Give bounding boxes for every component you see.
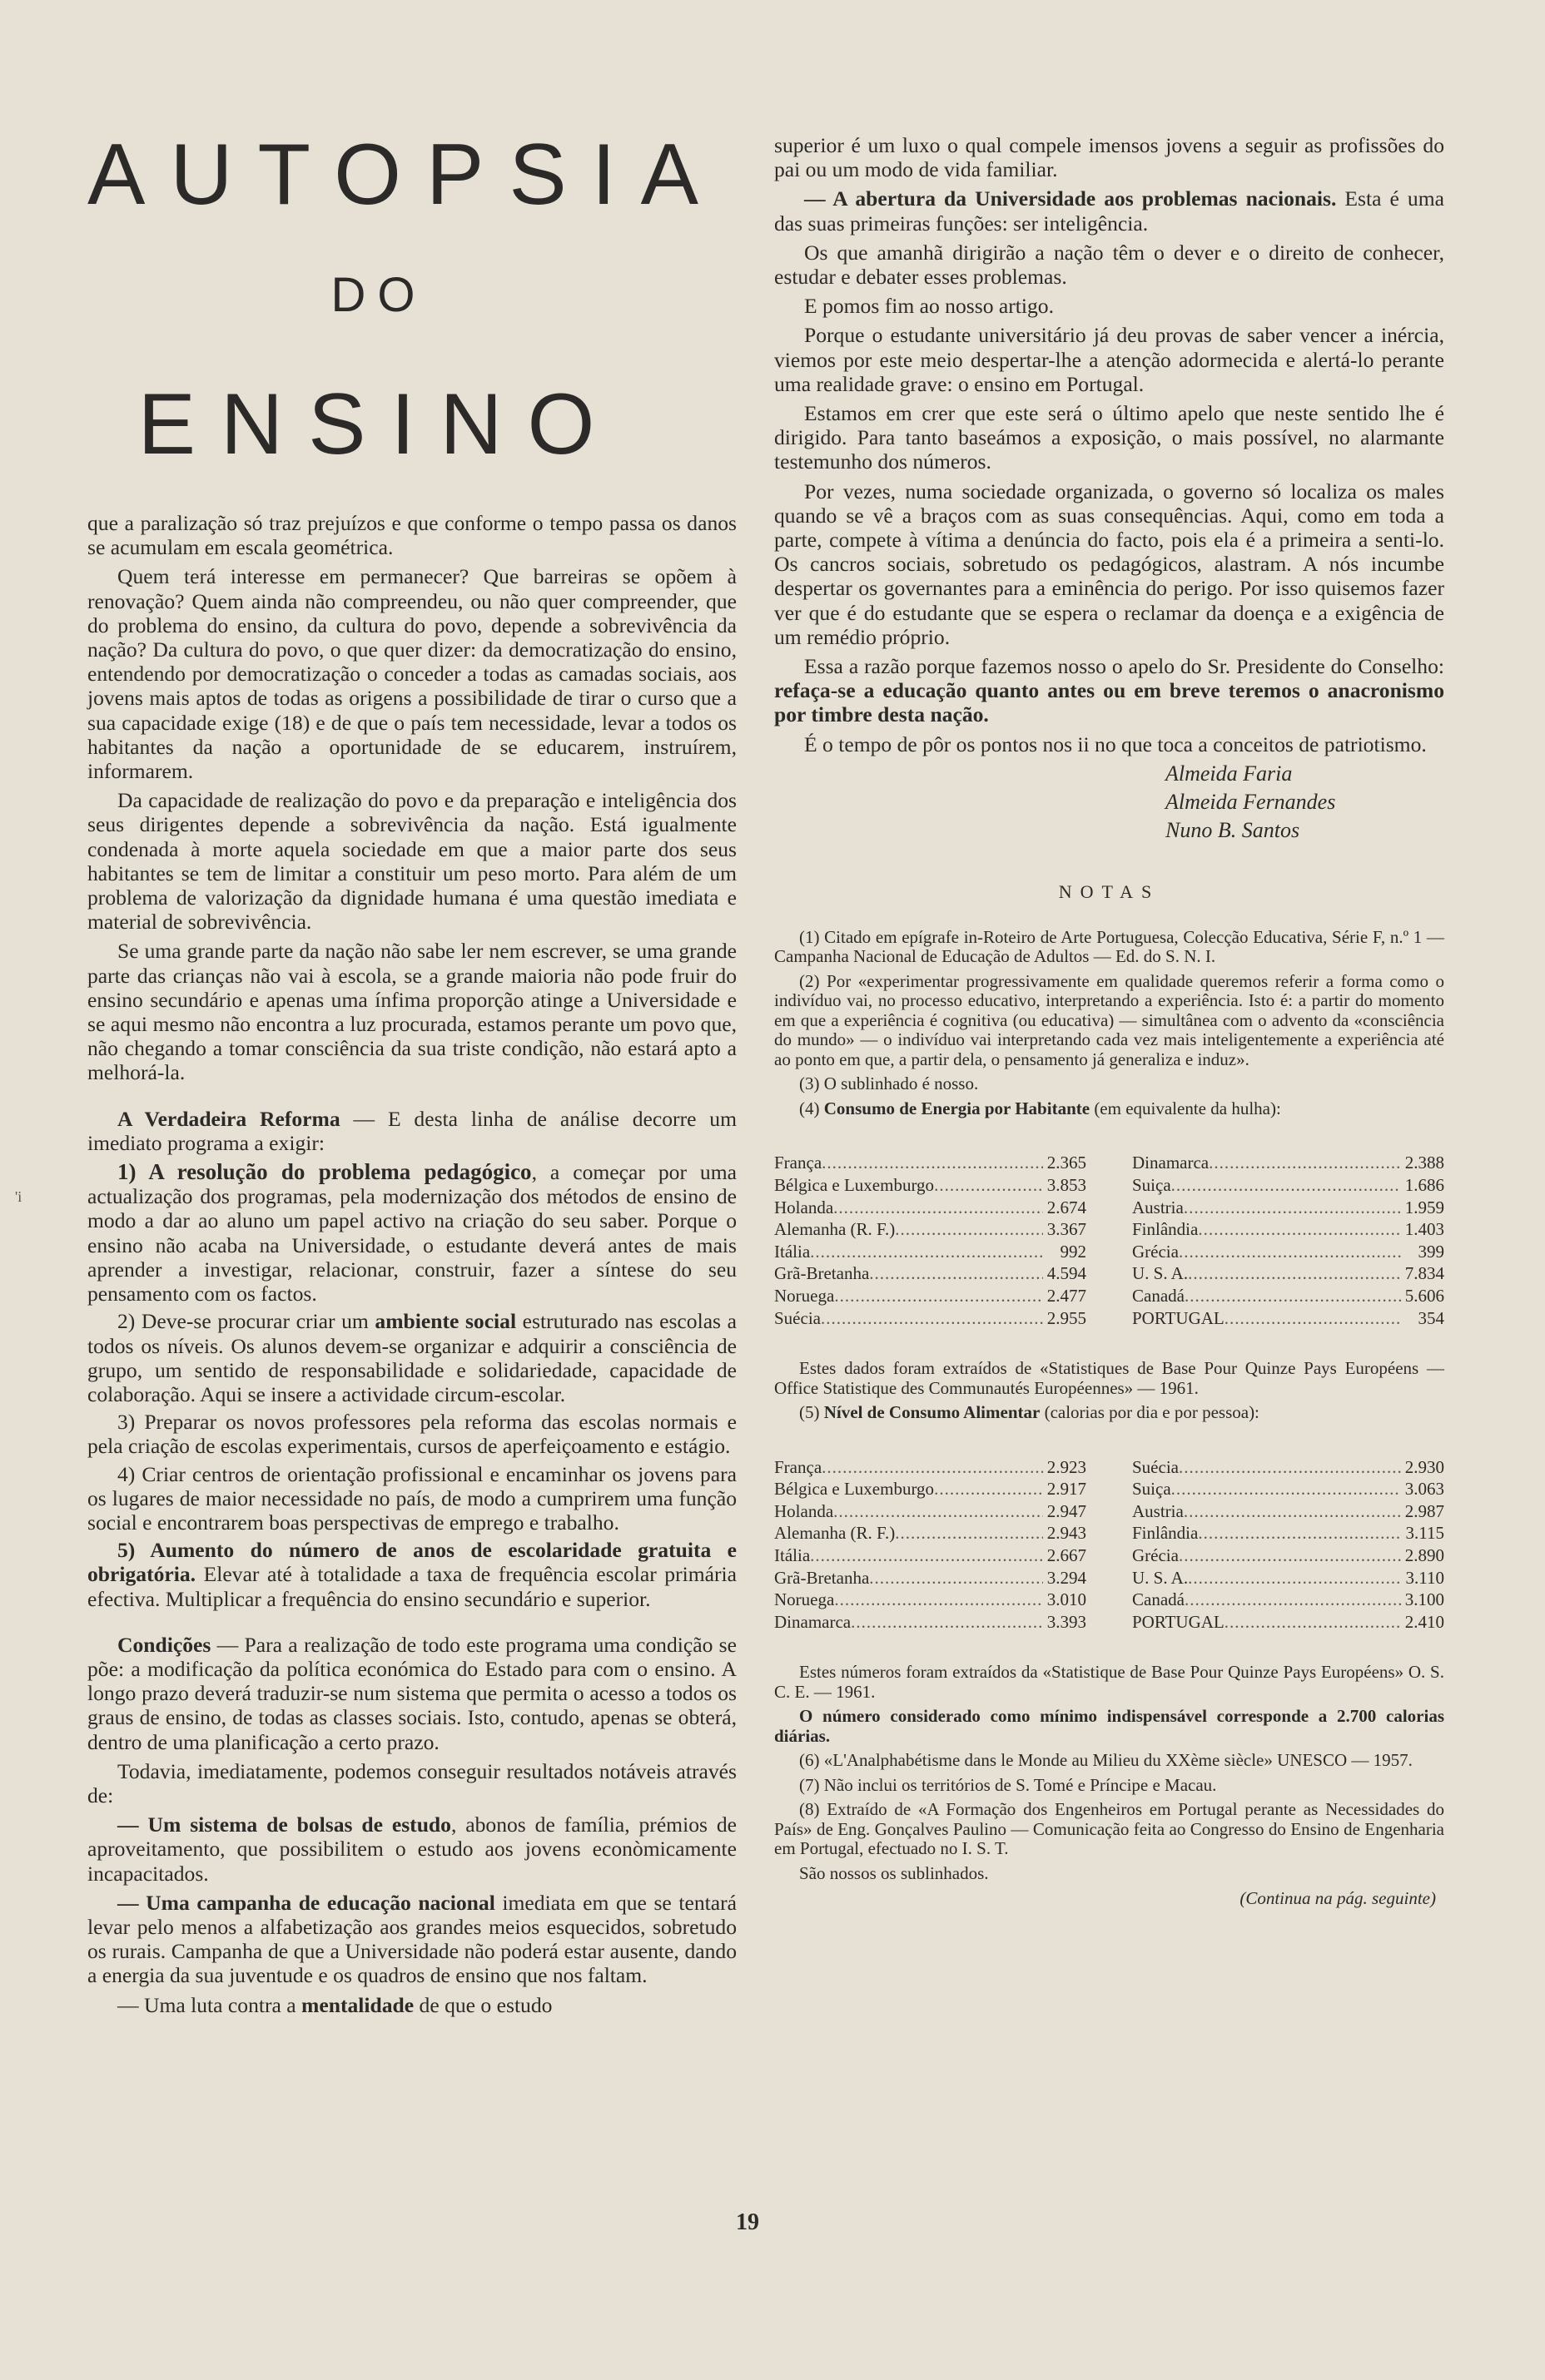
table-row — [1132, 1218, 1444, 1241]
table-row — [774, 1611, 1086, 1634]
paragraph: Estamos em crer que este será o último apelo que neste sentido lhe é dirigido. Para tanto baseámos a exposição, o mais possível, no alarmante testemunho dos números. — [774, 401, 1444, 474]
country-name: França — [774, 1456, 822, 1477]
note: São nossos os sublinhados. — [799, 1862, 989, 1883]
notes-heading: NOTAS — [1058, 880, 1160, 902]
leader-dots — [1179, 1241, 1401, 1263]
country-name: Grécia — [1132, 1545, 1179, 1565]
leader-dots — [822, 1152, 1043, 1174]
table-value: 1.403 — [1404, 1219, 1444, 1240]
table-value: 2.365 — [1046, 1153, 1086, 1173]
bullet-heading: — Uma campanha de educação nacional — [117, 1890, 495, 1915]
leader-dots — [1179, 1545, 1401, 1567]
item-heading: A resolução do problema pedagógico — [148, 1159, 532, 1185]
section-heading: A Verdadeira Reforma — [117, 1106, 340, 1131]
leader-dots — [1225, 1307, 1401, 1330]
leader-dots — [833, 1197, 1043, 1219]
leader-dots — [834, 1589, 1043, 1611]
leader-dots — [834, 1285, 1043, 1307]
leader-dots — [810, 1241, 1043, 1263]
paragraph-text: Essa a razão porque fazemos nosso o apelo do Sr. Presidente do Conselho: — [804, 654, 1444, 679]
country-name: Austria — [1132, 1197, 1184, 1217]
item-text: estruturado nas escolas a todos os níveis. Os alunos devem-se organizar e adquirir a consciência de grupo, um sentido de responsabilidade e solidariedade, capacidade de colaboração. Aqui se insere a actividade circum-escolar. — [87, 1309, 737, 1406]
table-value: 2.955 — [1046, 1307, 1086, 1328]
paragraph: Os que amanhã dirigirão a nação têm o dever e o direito de conhecer, estudar e debater esses problemas. — [774, 240, 1444, 290]
table-row — [1132, 1545, 1444, 1567]
table-row — [774, 1262, 1086, 1285]
list-item: 3) Preparar os novos professores pela reforma das escolas normais e pela criação de escolas experimentais, cursos de aperfeiçoamento e estágio. — [87, 1410, 737, 1459]
leader-dots — [1185, 1285, 1401, 1307]
country-name: Grã-Bretanha — [774, 1263, 870, 1284]
signature: Nuno B. Santos — [1165, 817, 1300, 842]
note-text: (5) — [799, 1402, 824, 1423]
country-name: U. S. A. — [1132, 1263, 1189, 1284]
leader-dots — [1171, 1174, 1401, 1197]
country-name: PORTUGAL — [1132, 1307, 1225, 1328]
bullet-heading: — Um sistema de bolsas de estudo — [117, 1812, 451, 1837]
table-row — [1132, 1522, 1444, 1545]
table-row — [774, 1241, 1086, 1263]
continued-notice: (Continua na pág. seguinte) — [1239, 1888, 1436, 1909]
table-value: 2.930 — [1404, 1456, 1444, 1477]
bullet-item — [87, 1812, 737, 1886]
table-value: 5.606 — [1404, 1285, 1444, 1306]
table-value: 1.959 — [1404, 1197, 1444, 1217]
table-row — [774, 1522, 1086, 1545]
article-title — [87, 125, 724, 474]
leader-dots — [821, 1307, 1043, 1330]
table-value: 399 — [1418, 1241, 1444, 1262]
leader-dots — [1198, 1218, 1401, 1241]
country-name: Grécia — [1132, 1241, 1179, 1262]
country-name: Suiça — [1132, 1174, 1171, 1195]
table-row — [1132, 1500, 1444, 1523]
table-value: 2.890 — [1404, 1545, 1444, 1565]
leader-dots — [1188, 1262, 1401, 1285]
section-text: — E desta linha de análise decorre um imediato programa a exigir: — [87, 1106, 737, 1155]
country-name: Canadá — [1132, 1285, 1185, 1306]
country-name: Itália — [774, 1545, 811, 1565]
table-row — [1132, 1567, 1444, 1589]
table-value: 992 — [1060, 1241, 1086, 1262]
note: Estes dados foram extraídos de «Statistiques de Base Pour Quinze Pays Européens — Office Statistique des Communautés Européennes» — 1961. — [774, 1358, 1444, 1398]
note: (6) «L'Analphabétisme dans le Monde au Milieu du XXème siècle» UNESCO — 1957. — [799, 1750, 1413, 1771]
section-condicoes — [87, 1633, 737, 1754]
country-name: Dinamarca — [1132, 1153, 1210, 1173]
note — [774, 1099, 1444, 1119]
leader-dots — [1185, 1589, 1401, 1611]
paragraph: É o tempo de pôr os pontos nos ii no que toca a conceitos de patriotismo. — [804, 731, 1427, 756]
leader-dots — [810, 1545, 1043, 1567]
section-heading: Condições — [117, 1632, 211, 1657]
table-value: 2.477 — [1046, 1285, 1086, 1306]
item-text: , a começar por uma actualização dos programas, pela modernização dos métodos de ensino de modo a dar ao aluno um papel activo na criação do seu saber. Porque o ensino não acaba na Universidade, o estudante deverá antes de mais aprender a investigar, relacionar, construir, fazer a síntese do seu pensamento com os factos. — [87, 1160, 737, 1307]
country-name: França — [774, 1153, 822, 1173]
table-value: 2.987 — [1404, 1500, 1444, 1521]
table-row — [1132, 1197, 1444, 1219]
bullet-text: de que o estudo — [414, 1992, 553, 2017]
signature: Almeida Faria — [1165, 761, 1293, 786]
leader-dots — [851, 1611, 1043, 1634]
table-row — [1132, 1589, 1444, 1611]
food-table-right — [1132, 1456, 1444, 1634]
title-line-2: DO — [330, 268, 427, 322]
table-value: 3.367 — [1046, 1219, 1086, 1240]
table-value: 3.100 — [1404, 1589, 1444, 1610]
country-name: Canadá — [1132, 1589, 1185, 1610]
leader-dots — [1209, 1152, 1401, 1174]
table-row — [1132, 1611, 1444, 1634]
table-row — [774, 1197, 1086, 1219]
energy-table — [774, 1152, 1444, 1329]
country-name: Holanda — [774, 1500, 834, 1521]
bullet-text: imediata em que se tentará levar pelo menos a alfabetização aos grandes meios esquecidos, sobretudo os rurais. Campanha de que a Universidade não poderá estar ausente, dando a energia da sua juventude e os quadros de ensino que nos faltam. — [87, 1890, 737, 1988]
table-value: 2.667 — [1046, 1545, 1086, 1565]
country-name: Bélgica e Luxemburgo — [774, 1479, 935, 1500]
table-value: 2.674 — [1046, 1197, 1086, 1217]
table-value: 3.110 — [1405, 1567, 1444, 1588]
table-row — [774, 1500, 1086, 1523]
leader-dots — [934, 1174, 1043, 1197]
table-row — [1132, 1174, 1444, 1197]
bullet-item — [87, 1993, 737, 2017]
left-column — [87, 125, 737, 2022]
note — [774, 1403, 1444, 1423]
table-value: 3.010 — [1046, 1589, 1086, 1610]
note: Estes números foram extraídos da «Statistique de Base Pour Quinze Pays Européens» O. S. C. E. — 1961. — [774, 1662, 1444, 1702]
note: (1) Citado em epígrafe in-Roteiro de Arte Portuguesa, Colecção Educativa, Série F, n.º 1 — Campanha Nacional de Educação de Adultos — Ed. do S. N. I. — [774, 926, 1444, 967]
country-name: Suécia — [1132, 1456, 1179, 1477]
table-row — [1132, 1478, 1444, 1500]
leader-dots — [869, 1567, 1043, 1589]
list-item — [87, 1538, 737, 1611]
table-row — [774, 1545, 1086, 1567]
title-line-1: AUTOPSIA — [87, 126, 724, 223]
table-value: 354 — [1418, 1307, 1444, 1328]
bold-phrase: — A abertura da Universidade aos problemas nacionais. — [804, 186, 1337, 211]
table-row — [1132, 1456, 1444, 1479]
note — [774, 1707, 1444, 1746]
leader-dots — [833, 1500, 1043, 1523]
item-text: Elevar até à totalidade a taxa de frequência escolar primária efectiva. Multiplicar a frequência do ensino secundário e superior. — [87, 1562, 737, 1611]
note: (8) Extraído de «A Formação dos Engenheiros em Portugal perante as Necessidades do País» de Eng. Gonçalves Paulino — Comunicação feita ao Congresso do Ensino de Engenharia em Portugal, efectuado no I. S. T. — [774, 1799, 1444, 1859]
paragraph: Todavia, imediatamente, podemos conseguir resultados notáveis através de: — [87, 1758, 737, 1807]
leader-dots — [1171, 1478, 1401, 1500]
section-verdadeira-reforma — [87, 1107, 737, 1155]
bullet-item — [87, 1891, 737, 1988]
item-text: 2) Deve-se procurar criar um — [117, 1309, 375, 1334]
table-value: 7.834 — [1404, 1263, 1444, 1284]
note-text: (em equivalente da hulha): — [1090, 1098, 1281, 1118]
paragraph: Quem terá interesse em permanecer? Que barreiras se opõem à renovação? Quem ainda não compreendeu, ou não quer compreender, que do problema do ensino, da cultura do povo, depende a sobrevivência da nação? Da cultura do povo, o que quer dizer: da democratização do ensino, entendendo por democratização o conceder a todas as camadas sociais, aos jovens mais aptos de todas as origens a possibilidade de tirar o curso que a sua capacidade exige (18) e de que o país tem necessidade, levar a todos os habitantes da nação a oportunidade de se educarem, instruírem, informarem. — [87, 564, 737, 784]
table-value: 2.923 — [1046, 1456, 1086, 1477]
country-name: Noruega — [774, 1285, 835, 1306]
item-heading: 5) Aumento do número de anos de escolaridade gratuita e obrigatória. — [87, 1538, 737, 1587]
paragraph: Da capacidade de realização do povo e da preparação e inteligência dos seus dirigentes depende a sobrevivência da nação. Está igualmente condenada à morte aquela sociedade em que a maior parte dos seus habitantes se tem de limitar a constituir um peso morto. Para além de um problema de valorização da dignidade humana é uma questão imediata e material de sobrevivência. — [87, 788, 737, 935]
table-row — [1132, 1307, 1444, 1330]
paragraph: Se uma grande parte da nação não sabe ler nem escrever, se uma grande parte das crianças não vai à escola, se a grande maioria não pode fruir do ensino secundário e apenas uma ínfima proporção atinge a Universidade e se aqui mesmo não encontra a luz procurada, estamos perante um povo que, não chegando a tomar consciência da sua triste condição, não estará apto a melhorá-la. — [87, 939, 737, 1085]
food-table — [774, 1456, 1444, 1634]
item-number: 1) — [117, 1159, 149, 1185]
table-row — [774, 1589, 1086, 1611]
bullet-heading: mentalidade — [301, 1992, 415, 2017]
note: (7) Não inclui os territórios de S. Tomé e Príncipe e Macau. — [799, 1774, 1217, 1795]
country-name: Bélgica e Luxemburgo — [774, 1174, 935, 1195]
leader-dots — [869, 1262, 1043, 1285]
table-value: 2.388 — [1404, 1153, 1444, 1173]
note-heading: Consumo de Energia por Habitante — [823, 1098, 1090, 1118]
right-column — [774, 133, 1444, 1909]
leader-dots — [895, 1522, 1043, 1545]
paragraph — [774, 186, 1444, 235]
country-name: Holanda — [774, 1197, 834, 1217]
table-value: 3.063 — [1404, 1479, 1444, 1500]
country-name: Alemanha (R. F.) — [774, 1219, 896, 1240]
table-value: 1.686 — [1404, 1174, 1444, 1195]
table-value: 2.410 — [1404, 1611, 1444, 1632]
paragraph: E pomos fim ao nosso artigo. — [804, 294, 1054, 319]
table-row — [1132, 1262, 1444, 1285]
table-value: 2.947 — [1046, 1500, 1086, 1521]
item-heading: ambiente social — [375, 1309, 517, 1334]
table-row — [774, 1285, 1086, 1307]
country-name: Finlândia — [1132, 1523, 1199, 1544]
leader-dots — [1225, 1611, 1401, 1634]
table-value: 3.115 — [1405, 1523, 1444, 1544]
bullet-text: — Uma luta contra a — [117, 1992, 302, 2017]
leader-dots — [1184, 1197, 1401, 1219]
table-value: 2.943 — [1046, 1523, 1086, 1544]
food-table-left — [774, 1456, 1086, 1634]
table-row — [774, 1218, 1086, 1241]
list-item — [87, 1309, 737, 1406]
leader-dots — [895, 1218, 1043, 1241]
note: (2) Por «experimentar progressivamente em qualidade queremos referir a forma como o indivíduo vai, no processo educativo, interpretando a experiência. Isto é: a partir do momento em que a experiência é cognitiva (ou educativa) — simultânea com o advento da «consciência do mundo» — o indivíduo vai interpretando cada vez mais inteligentemente a experiência até ao ponto em que, a partir dela, o pensamento já generaliza e induz». — [774, 970, 1444, 1069]
country-name: Finlândia — [1132, 1219, 1199, 1240]
list-item: 4) Criar centros de orientação profissional e encaminhar os jovens para os lugares de maior necessidade no país, de modo a cumprirem uma função social e encontrarem boas perspectivas de emprego e trabalho. — [87, 1461, 737, 1535]
table-row — [1132, 1152, 1444, 1174]
bullet-text: , abonos de família, prémios de aproveitamento, que possibilitem o estudo aos jovens econòmicamente incapacitados. — [87, 1812, 738, 1886]
country-name: Austria — [1132, 1500, 1184, 1521]
table-row — [774, 1456, 1086, 1479]
table-value: 4.594 — [1046, 1263, 1086, 1284]
energy-table-left — [774, 1152, 1086, 1329]
country-name: PORTUGAL — [1132, 1611, 1225, 1632]
table-row — [1132, 1241, 1444, 1263]
note: (3) O sublinhado é nosso. — [799, 1073, 979, 1094]
table-row — [774, 1307, 1086, 1330]
table-value: 2.917 — [1046, 1479, 1086, 1500]
margin-mark: 'i — [15, 1188, 22, 1205]
energy-table-right — [1132, 1152, 1444, 1329]
leader-dots — [934, 1478, 1043, 1500]
country-name: Noruega — [774, 1589, 835, 1610]
paragraph-text: Esta é uma das suas primeiras funções: ser inteligência. — [774, 186, 1444, 236]
note-heading: Nível de Consumo Alimentar — [823, 1402, 1041, 1423]
bold-phrase: refaça-se a educação quanto antes ou em breve teremos o anacronismo por timbre desta nação. — [774, 678, 1444, 727]
country-name: Itália — [774, 1241, 811, 1262]
leader-dots — [1184, 1500, 1401, 1523]
table-row — [774, 1478, 1086, 1500]
table-row — [774, 1152, 1086, 1174]
paragraph: que a paralização só traz prejuízos e que conforme o tempo passa os danos se acumulam em escala geométrica. — [87, 511, 737, 560]
leader-dots — [1188, 1567, 1401, 1589]
leader-dots — [1179, 1456, 1401, 1479]
paragraph: superior é um luxo o qual compele imensos jovens a seguir as profissões do pai ou um modo de vida familiar. — [774, 133, 1444, 182]
country-name: Grã-Bretanha — [774, 1567, 870, 1588]
note-heading: O número considerado como mínimo indispensável corresponde a 2.700 calorias diárias. — [774, 1706, 1444, 1746]
country-name: Suiça — [1132, 1479, 1171, 1500]
section-text: — Para a realização de todo este programa uma condição se põe: a modificação da política económica do Estado para com o ensino. A longo prazo deverá traduzir-se num sistema que permita o acesso a todos os graus de ensino, de todas as classes sociais. Isto, contudo, apenas se obterá, dentro de uma planificação a certo prazo. — [87, 1632, 737, 1754]
table-row — [774, 1567, 1086, 1589]
table-row — [1132, 1285, 1444, 1307]
signature: Almeida Fernandes — [1165, 789, 1336, 814]
table-value: 3.393 — [1046, 1611, 1086, 1632]
table-row — [774, 1174, 1086, 1197]
title-line-3: ENSINO — [137, 376, 620, 473]
paragraph: Porque o estudante universitário já deu provas de saber vencer a inércia, viemos por este meio despertar-lhe a atenção adormecida e alertá-lo perante uma realidade grave: o ensino em Portugal. — [774, 323, 1444, 396]
country-name: Suécia — [774, 1307, 821, 1328]
list-item — [87, 1160, 737, 1306]
table-value: 3.294 — [1046, 1567, 1086, 1588]
signatures — [774, 761, 1444, 843]
paragraph — [774, 654, 1444, 727]
leader-dots — [1198, 1522, 1401, 1545]
note-text: (calorias por dia e por pessoa): — [1040, 1402, 1259, 1423]
note-text: (4) — [799, 1098, 824, 1118]
paragraph: Por vezes, numa sociedade organizada, o governo só localiza os males quando se vê a braços com as suas consequências. Aqui, como em toda a parte, compete à vítima a denúncia do facto, pois ela é a primeira a senti-lo. Os cancros sociais, sobretudo os pedagógicos, alastram. A nós incumbe despertar os governantes para a eminência do perigo. Por isso quisemos fazer ver que é do estudante que se espera o reclamar da doença e a exigência de um remédio próprio. — [774, 478, 1444, 649]
country-name: Alemanha (R. F.) — [774, 1523, 896, 1544]
country-name: U. S. A. — [1132, 1567, 1189, 1588]
table-value: 3.853 — [1046, 1174, 1086, 1195]
leader-dots — [822, 1456, 1043, 1479]
page-number: 19 — [736, 2209, 759, 2235]
country-name: Dinamarca — [774, 1611, 852, 1632]
